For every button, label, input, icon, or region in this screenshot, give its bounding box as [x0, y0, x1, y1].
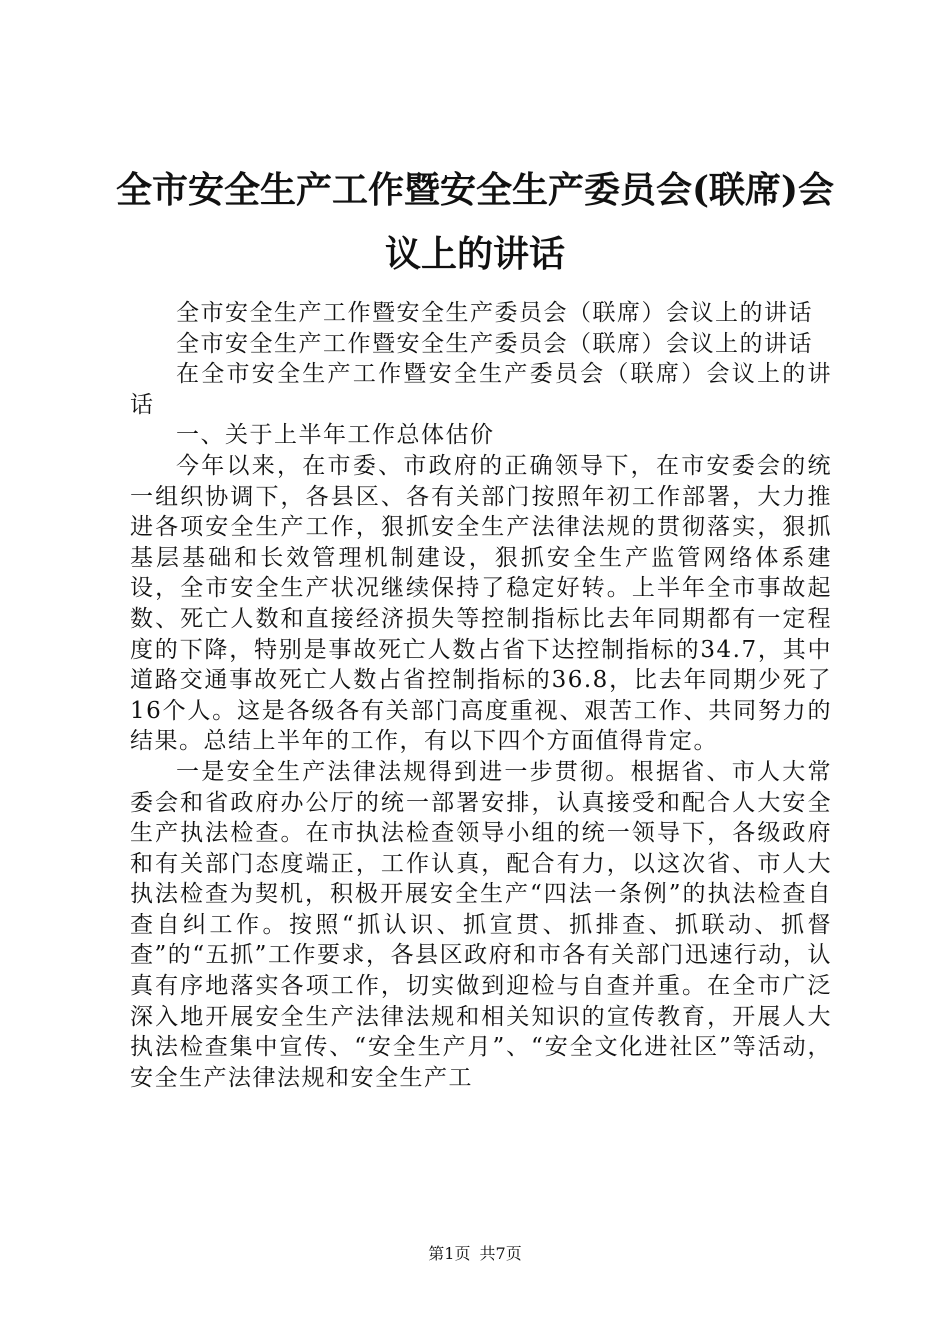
page-number: 第1页 [428, 1244, 471, 1263]
paragraph: 全市安全生产工作暨安全生产委员会（联席）会议上的讲话 [176, 330, 813, 357]
paragraph: 在全市安全生产工作暨安全生产委员会（联席）会议上的讲话 [130, 361, 832, 418]
document-title: 全市安全生产工作暨安全生产委员会(联席)会议上的讲话 [115, 169, 835, 275]
paragraph: 今年以来，在市委、市政府的正确领导下，在市安委会的统一组织协调下，各县区、各有关部门按照年初工作部署，大力推进各项安全生产工作，狠抓安全生产法律法规的贯彻落实，狠抓基层基础和长效管理机制建设，狠抓安全生产监管网络体系建设，全市安全生产状况继续保持了稳定好转。上半年全市事故起数、死亡人数和直接经济损失等控制指标比去年同期都有一定程度的下降，特别是事故死亡人数占省下达控制指标的34.7，其中道路交通事故死亡人数占省控制指标的36.8，比去年同期少死了16个人。这是各级各有关部门高度重视、艰苦工作、共同努力的结果。总结上半年的工作，有以下四个方面值得肯定。 [130, 452, 832, 755]
total-pages: 共7页 [479, 1244, 522, 1263]
paragraph: 全市安全生产工作暨安全生产委员会（联席）会议上的讲话 [176, 300, 813, 326]
page-footer [0, 1244, 950, 1264]
section-heading: 一、关于上半年工作总体估价 [176, 422, 495, 449]
paragraph: 一是安全生产法律法规得到进一步贯彻。根据省、市人大常委会和省政府办公厅的统一部署安排，认真接受和配合人大安全生产执法检查。在市执法检查领导小组的统一领导下，各级政府和有关部门态度端正，工作认真，配合有力，以这次省、市人大执法检查为契机，积极开展安全生产“四法一条例”的执法检查自查自纠工作。按照“抓认识、抓宣贯、抓排查、抓联动、抓督查”的“五抓”工作要求，各县区政府和市各有关部门迅速行动，认真有序地落实各项工作，切实做到迎检与自查并重。在全市广泛深入地开展安全生产法律法规和相关知识的宣传教育，开展人大执法检查集中宣传、“安全生产月”、“安全文化进社区”等活动，安全生产法律法规和安全生产工 [130, 758, 832, 1091]
document-body [130, 298, 832, 1093]
